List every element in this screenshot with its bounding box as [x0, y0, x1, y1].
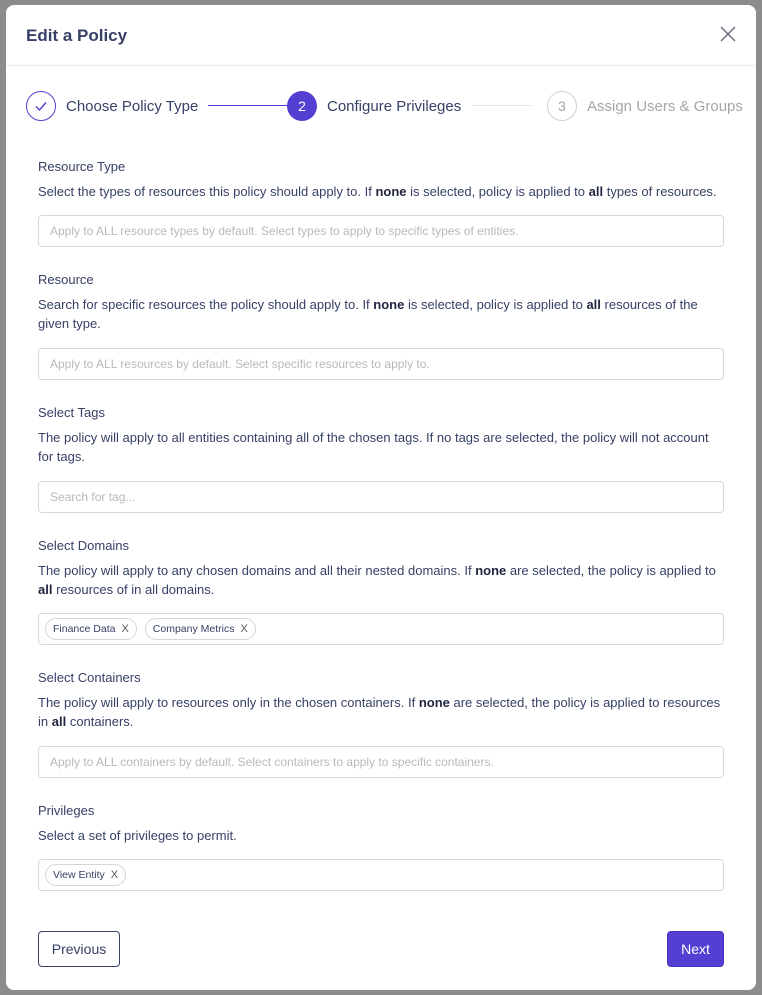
step-1-label: Choose Policy Type	[66, 97, 199, 115]
step-2-label: Configure Privileges	[327, 97, 462, 115]
resource-type-section	[38, 159, 724, 201]
remove-tag-icon[interactable]: X	[240, 623, 248, 635]
close-button[interactable]	[718, 24, 738, 44]
privileges-section	[38, 803, 724, 845]
step-connector-2	[473, 105, 531, 106]
domain-tag	[145, 618, 256, 640]
stepper	[26, 89, 756, 123]
previous-button[interactable]: Previous	[38, 931, 120, 967]
privileges-title: Privileges	[38, 803, 95, 818]
resource-type-select[interactable]: Apply to ALL resource types by default. Select types to apply to specific types of entities.	[38, 215, 724, 247]
resource-section	[38, 272, 724, 333]
domain-tag-label: Company Metrics	[152, 623, 235, 635]
remove-tag-icon[interactable]: X	[110, 869, 119, 881]
resource-type-description: Select the types of resources this policy should apply to. If none is selected, policy is applied to all types of resources.	[38, 184, 717, 199]
domains-description: The policy will apply to any chosen domains and all their nested domains. If none are selected, the policy is applied to all resources of in all domains.	[38, 563, 716, 597]
domain-tag	[45, 618, 137, 640]
containers-select[interactable]: Apply to ALL containers by default. Select containers to apply to specific containers.	[38, 746, 724, 778]
resource-select[interactable]: Apply to ALL resources by default. Select specific resources to apply to.	[38, 348, 724, 380]
step-3-indicator: 3	[547, 91, 577, 121]
step-1-indicator	[26, 91, 56, 121]
tags-description: The policy will apply to all entities containing all of the chosen tags. If no tags are selected, the policy will not account for tags.	[38, 430, 709, 464]
privilege-tag-label: View Entity	[53, 869, 105, 881]
containers-description: The policy will apply to resources only in the chosen containers. If none are selected, the policy is applied to resources in all containers.	[38, 695, 721, 729]
remove-tag-icon[interactable]: X	[121, 623, 129, 635]
domains-title: Select Domains	[38, 538, 130, 553]
resource-title: Resource	[38, 272, 94, 287]
step-configure-privileges[interactable]	[287, 89, 461, 123]
step-3-label: Assign Users & Groups	[587, 97, 743, 115]
modal-header	[6, 5, 756, 66]
privileges-select[interactable]	[38, 859, 724, 891]
resource-description: Search for specific resources the policy should apply to. If none is selected, policy is applied to all resources of the given type.	[38, 297, 698, 331]
domains-select[interactable]	[38, 613, 724, 645]
domains-section	[38, 538, 724, 599]
step-assign-users-groups[interactable]	[547, 89, 743, 123]
containers-section	[38, 670, 724, 731]
tags-section	[38, 405, 724, 466]
step-choose-policy-type[interactable]	[26, 89, 198, 123]
step-connector-1	[208, 105, 290, 106]
tag-search-input[interactable]: Search for tag...	[38, 481, 724, 513]
modal-title: Edit a Policy	[26, 26, 128, 45]
step-2-indicator: 2	[287, 91, 317, 121]
containers-title: Select Containers	[38, 670, 141, 685]
privilege-tag	[45, 864, 126, 886]
domain-tag-label: Finance Data	[53, 623, 116, 635]
resource-type-title: Resource Type	[38, 159, 126, 174]
tags-title: Select Tags	[38, 405, 105, 420]
close-icon	[718, 24, 738, 44]
privileges-description: Select a set of privileges to permit.	[38, 828, 237, 843]
check-icon	[34, 99, 48, 113]
edit-policy-modal	[6, 5, 756, 990]
next-button[interactable]: Next	[667, 931, 724, 967]
